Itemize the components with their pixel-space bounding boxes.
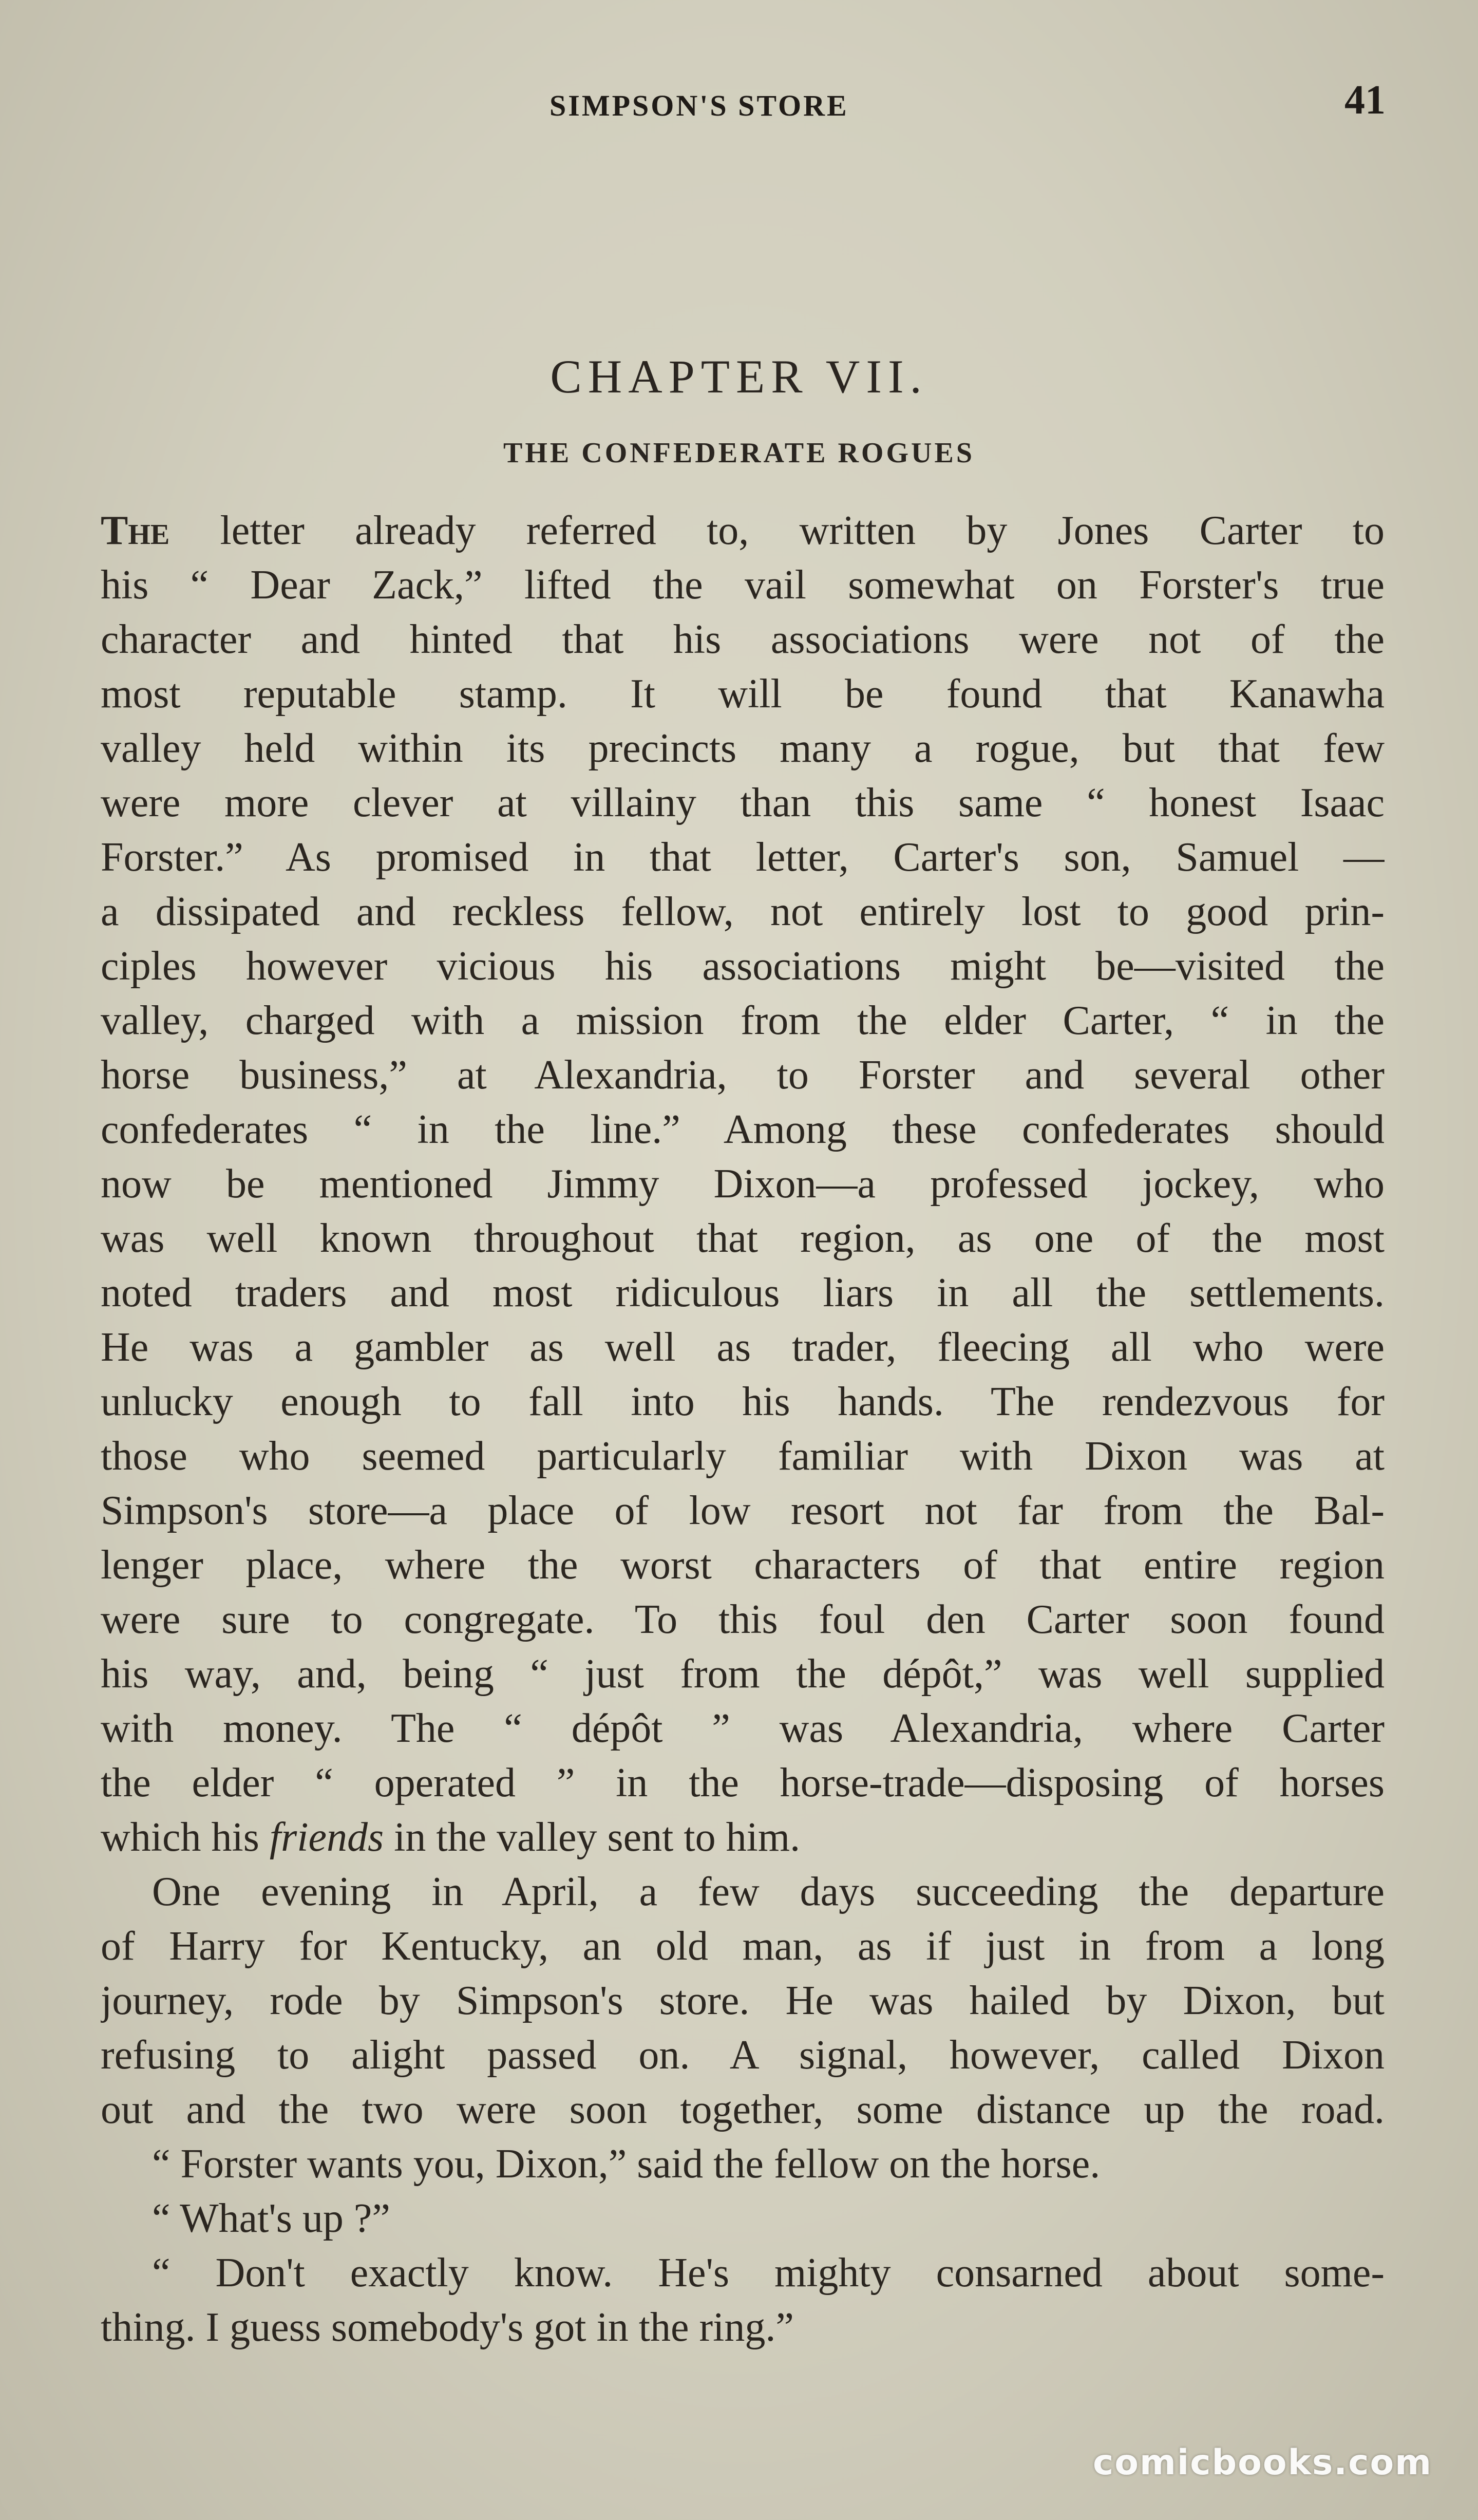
text-line [101, 1429, 1385, 1483]
text-segment: One evening in April, a few days succeeding the departure [152, 1869, 1385, 1914]
text-segment: which his [101, 1815, 270, 1860]
running-title: SIMPSON'S STORE [549, 89, 849, 122]
text-segment: with money. The “ dépôt ” was Alexandria, where Carter [101, 1706, 1385, 1751]
drop-word: The [101, 508, 170, 553]
text-segment: those who seemed particularly familiar with Dixon was at [101, 1434, 1385, 1479]
text-segment: out and the two were soon together, some distance up the road. [101, 2087, 1385, 2132]
page-number: 41 [1344, 78, 1386, 123]
text-segment: were sure to congregate. To this foul den Carter soon found [101, 1597, 1385, 1642]
text-line [101, 1157, 1385, 1211]
text-segment: of Harry for Kentucky, an old man, as if just in from a long [101, 1924, 1385, 1969]
text-segment: his way, and, being “ just from the dépôt,” was well supplied [101, 1651, 1385, 1697]
text-segment: “ Forster wants you, Dixon,” said the fellow on the horse. [152, 2141, 1101, 2187]
text-segment: most reputable stamp. It will be found that Kanawha [101, 671, 1385, 717]
text-line [101, 1592, 1385, 1647]
chapter-title: CHAPTER VII. [550, 350, 928, 403]
text-line [101, 885, 1385, 939]
text-segment: Forster.” As promised in that letter, Carter's son, Samuel — [101, 835, 1385, 880]
text-line [101, 2028, 1385, 2082]
text-line [101, 1538, 1385, 1592]
text-segment: Simpson's store—a place of low resort not far from the Bal- [101, 1488, 1385, 1533]
text-line [101, 2300, 1385, 2355]
chapter-subtitle: THE CONFEDERATE ROGUES [503, 437, 975, 469]
text-line [101, 993, 1385, 1048]
text-line [101, 1973, 1385, 2028]
text-segment: thing. I guess somebody's got in the ring.” [101, 2305, 794, 2350]
text-segment: valley, charged with a mission from the elder Carter, “ in the [101, 998, 1385, 1043]
text-segment: in the valley sent to him. [384, 1815, 801, 1860]
text-segment: were more clever at villainy than this same “ honest Isaac [101, 780, 1385, 825]
text-segment: character and hinted that his associations were not of the [101, 617, 1385, 662]
text-line [101, 1102, 1385, 1157]
text-line [101, 2082, 1385, 2137]
text-line [101, 1865, 1385, 1919]
text-line [101, 1810, 1385, 1865]
text-segment: unlucky enough to fall into his hands. The rendezvous for [101, 1379, 1385, 1424]
text-line [101, 1266, 1385, 1320]
text-line [101, 1701, 1385, 1756]
text-segment: valley held within its precincts many a rogue, but that few [101, 726, 1385, 771]
text-segment: horse business,” at Alexandria, to Forster and several other [101, 1052, 1385, 1098]
text-line [101, 939, 1385, 993]
text-segment: confederates “ in the line.” Among these confederates should [101, 1107, 1385, 1152]
text-line [101, 503, 1385, 558]
text-segment: noted traders and most ridiculous liars in all the settlements. [101, 1270, 1385, 1315]
text-line [101, 1048, 1385, 1102]
text-segment: his “ Dear Zack,” lifted the vail somewhat on Forster's true [101, 562, 1385, 608]
running-head [0, 77, 1478, 139]
text-line [101, 1756, 1385, 1810]
text-segment: lenger place, where the worst characters of that entire region [101, 1543, 1385, 1588]
text-line [101, 667, 1385, 721]
text-line [101, 776, 1385, 830]
text-line [101, 1320, 1385, 1375]
watermark: comicbooks.com [1093, 2442, 1433, 2483]
text-line [101, 721, 1385, 776]
text-line [101, 830, 1385, 885]
text-line [101, 2191, 1385, 2246]
text-segment: “ What's up ?” [152, 2196, 390, 2241]
text-segment: letter already referred to, written by Jones Carter to [169, 508, 1385, 553]
text-line [101, 1647, 1385, 1701]
text-segment: refusing to alight passed on. A signal, however, called Dixon [101, 2033, 1385, 2078]
body-text [101, 503, 1385, 2355]
text-segment: “ Don't exactly know. He's mighty consarned about some- [152, 2250, 1385, 2296]
text-line [101, 1375, 1385, 1429]
text-line [101, 1483, 1385, 1538]
text-line [101, 1919, 1385, 1973]
text-segment: ciples however vicious his associations might be—visited the [101, 944, 1385, 989]
text-line [101, 612, 1385, 667]
text-segment: journey, rode by Simpson's store. He was hailed by Dixon, but [101, 1978, 1385, 2023]
text-segment: now be mentioned Jimmy Dixon—a professed jockey, who [101, 1161, 1385, 1207]
text-line [101, 2246, 1385, 2300]
text-segment: was well known throughout that region, as one of the most [101, 1216, 1385, 1261]
text-segment: the elder “ operated ” in the horse-trade—disposing of horses [101, 1760, 1385, 1806]
text-line [101, 558, 1385, 612]
text-line [101, 1211, 1385, 1266]
text-segment: He was a gambler as well as trader, fleecing all who were [101, 1325, 1385, 1370]
text-segment: a dissipated and reckless fellow, not entirely lost to good prin- [101, 889, 1385, 934]
italic-word: friends [269, 1815, 384, 1860]
text-line [101, 2137, 1385, 2191]
